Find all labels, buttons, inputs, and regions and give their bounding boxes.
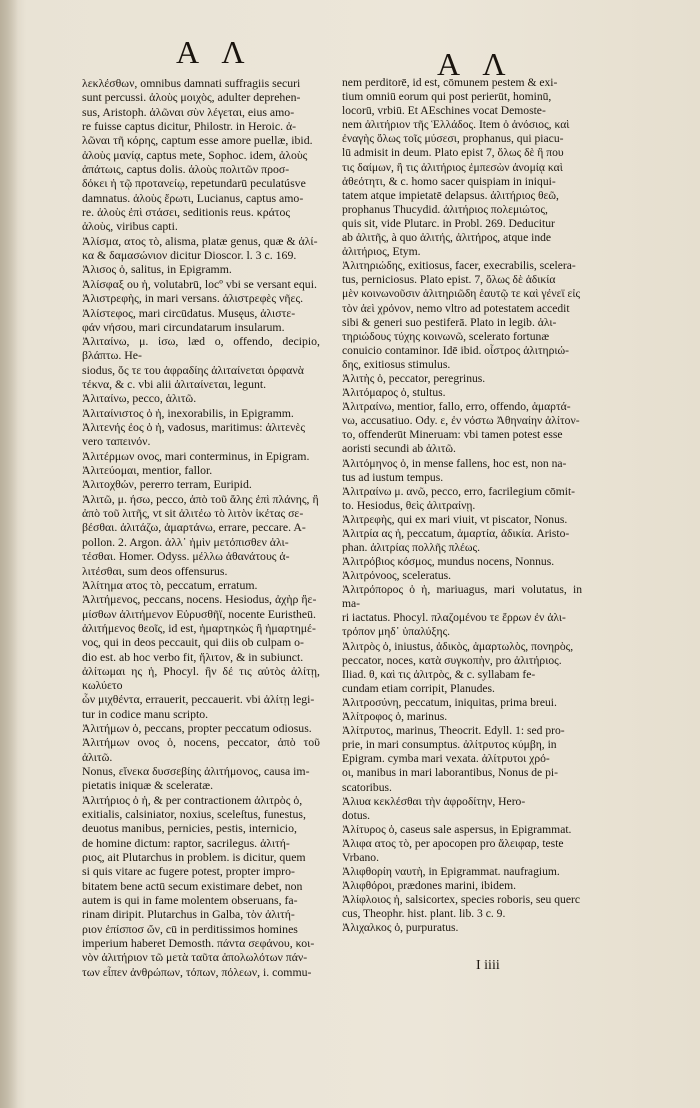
text-line: Iliad. θ, καὶ τις ἀλιτρὸς, & c. syllabam fe-	[342, 667, 536, 681]
text-line: λῶναι τῆ κόρης, captum esse amore puellæ, ibid.	[82, 133, 313, 148]
text-line: Ἀλιφθορίη ναυτὴ, in Epigrammat. naufragium.	[342, 865, 560, 879]
text-line: Ἀλιτήμων ὁ, peccans, propter peccatum odiosus.	[82, 721, 312, 736]
text-line: Ἀλιταίνιστος ὁ ἡ, inexorabilis, in Epigramm.	[82, 405, 294, 420]
text-line: νὸν ἀλιτήριον τῶ μετὰ ταῦτα ἀπολωλότων πάν-	[82, 950, 308, 965]
text-line: Ἀλιτοχθών, pererro terram, Euripid.	[82, 477, 252, 492]
text-line: Ἀλίσφαξ ου ἡ, volutabrū, locº vbi se versant equi.	[82, 276, 317, 291]
text-line: pollon. 2. Argon. ἀλλ᾽ ἡμὶν μετόπισθεν ἀλι-	[82, 534, 289, 549]
text-line: dotus.	[342, 808, 371, 822]
text-line: τέκνα, & c. vbi alii ἀλιταίνεται, legunt.	[82, 377, 267, 392]
text-line: Ἀλίφλοιος ἡ, salsicortex, species roboris, seu querc	[342, 893, 580, 907]
page-gutter-shadow	[0, 0, 18, 1108]
text-line: Epigram. cymba mari vexata. ἁλίτρυτοι χρό-	[342, 752, 550, 766]
text-line: Ἀλιτενής ἐος ὁ ἡ, vadosus, maritimus: ἀλιτενὲς	[82, 420, 306, 435]
text-line: prophanus Thucydid. ἀλιτήριος πολεμιώτος,	[342, 202, 548, 216]
text-line: ἀπάτωις, captus dolis. ἀλοὺς πολιτῶν προσ-	[82, 162, 290, 177]
text-line: Ἀλίτρυτος, marinus, Theocrit. Edyll. 1: sed pro-	[342, 724, 565, 738]
text-line: Ἀλιταίνω, pecco, ἀλιτῶ.	[82, 391, 197, 406]
text-line: Ἀλίτημα ατος τὸ, peccatum, erratum.	[82, 577, 258, 592]
text-line: tium omniū eorum qui post perierūt, hominū,	[342, 90, 552, 104]
text-line: μίσθων ἀλιτήμενον Εὐρυσθῆϊ, nocente Euristheū.	[82, 606, 317, 621]
text-line: Ἀλιχαλκος ὁ, purpuratus.	[342, 921, 459, 935]
text-line: Ἀλιτόμαρος ὁ, stultus.	[342, 386, 446, 400]
text-line: οι, manibus in mari laborantibus, Nonus de pi-	[342, 766, 558, 780]
text-line: Ἀλιτραίνω μ. ανῶ, pecco, erro, facrilegium cōmit-	[342, 484, 576, 498]
text-line: Ἀλιτρεφὴς, qui ex mari viuit, vt piscator, Nonus.	[342, 512, 568, 526]
text-line: βέσθαι. ἀλιτάζω, ἁμαρτάνω, errare, peccare. A-	[82, 520, 306, 535]
text-line: deuotus manibus, pernicies, pestis, internicio,	[82, 821, 297, 836]
text-line: Ἀλιτρόνοος, sceleratus.	[342, 569, 452, 583]
running-head-right: A Λ	[437, 46, 514, 82]
text-line: damnatus. ἀλοὺς ἔρωτι, Lucianus, captus amo-	[82, 190, 304, 205]
text-line: re. ἀλοὺς ἐπὶ στάσει, seditionis reus. κράτος	[82, 205, 291, 220]
text-line: pietatis iniquæ & sceleratæ.	[82, 778, 214, 793]
text-line: to. Hesiodus, θεὶς ἀλιτραίνῃ.	[342, 498, 476, 512]
text-line: Ἀλιστρεφὴς, in mari versans. ἀλιστρεφὲς νῆες.	[82, 291, 304, 306]
text-line: sibi & generi suo pestiferā. Plato in legib. ἀλι-	[342, 315, 557, 329]
text-line: vero ταπεινόν.	[82, 434, 151, 449]
text-line: tus, perniciosus. Plato epist. 7, ὅλως δὲ ἀδικία	[342, 273, 556, 287]
text-line: Ἀλιτήμων ονος ὁ, nocens, peccator, ἀπὸ τοῦ ἀλιτῶ.	[82, 735, 320, 764]
text-line: ἐναγὴς ὅλως τοῖς μύσεσι, prophanus, qui piacu-	[342, 132, 564, 146]
text-line: aoristi secundi ab ἀλιτῶ.	[342, 442, 456, 456]
text-line: prie, in mari consumptus. ἁλίτρυτος κύμβη, in	[342, 738, 557, 752]
text-line: lū admisit in deum. Plato epist 7, ὅλως δὲ ἢ που	[342, 146, 564, 160]
text-line: Ἀλιτῶ, μ. ήσω, pecco, ἀπὸ τοῦ ἄλης ἐπὶ πλάνης, ἢ	[82, 491, 319, 506]
text-line: re fuisse captus dicitur, Philostr. in Heroic. ἀ-	[82, 119, 297, 134]
text-line: τὸν ἀεὶ χρόνον, nemo vltro ad potestatem accedit	[342, 301, 570, 315]
text-line: ἀλοὺς, viribus capti.	[82, 219, 178, 234]
text-line: Ἀλιφθόροι, prædones marini, ibidem.	[342, 879, 517, 893]
text-line: ab ἀλιτῆς, à quo ἀλιτής, ἀλιτήρος, atque inde	[342, 231, 552, 245]
text-line: νω, accusatiuo. Ody. ε, ἐν νόστω Ἀθηναίην ἀλίτον-	[342, 414, 580, 428]
text-line: conuicio contaminor. Idē ibid. οἶστρος ἀλιτηριώ-	[342, 343, 570, 357]
text-line: Nonus, εἵνεκα δυσσεβίης ἀλιτήμονος, causa im-	[82, 763, 310, 778]
text-line: Ἀλιτέρμων ονος, mari conterminus, in Epigram.	[82, 448, 310, 463]
text-line: των εἶπεν ἀνθρώπων, τόπων, πόλεων, i. commu-	[82, 964, 312, 979]
left-column	[82, 76, 320, 1046]
text-line: autem is qui in fame molentem obseruans, fa-	[82, 893, 298, 908]
text-line: Ἀλιτρόπορος ὁ ἡ, mariuagus, mari volutatus, in ma-	[342, 583, 582, 611]
text-line: Ἀλιτραίνω, mentior, fallo, erro, offendo, ἁμαρτά-	[342, 400, 571, 414]
text-line: Ἀλιφα ατος τὸ, per apocopen pro ἄλειφαρ, teste	[342, 836, 564, 850]
text-line: tus ad iustum tempus.	[342, 470, 444, 484]
text-line: locorū, vrbiū. Et AEschines vocat Demoste-	[342, 104, 546, 118]
text-line: το, offenderūt Mineruam: vbi tamen potest esse	[342, 428, 563, 442]
text-line: δης, exitiosus stimulus.	[342, 357, 451, 371]
text-line: ἀλίτωμαι ης ἡ, Phocyl. ἢν δέ τις αὐτὸς ἀλίτῃ, κωλύετο	[82, 663, 320, 693]
text-line: tatem atque impietatē delapsus. ἀλιτήριος θεῶ,	[342, 188, 559, 202]
text-line: tur in codice manu scripto.	[82, 706, 209, 721]
text-line: Ἀλιτεύομαι, mentior, fallor.	[82, 463, 213, 478]
text-line: cundam etiam corripit, Planudes.	[342, 681, 495, 695]
text-line: quis sit, vide Plutarc. in Probl. 269. Deducitur	[342, 216, 555, 230]
text-line: Ἀλιτήριος ὁ ἡ, & per contractionem ἀλιτρὸς ὁ,	[82, 792, 303, 807]
text-line: λεκλέσθων, omnibus damnati suffragiis securi	[82, 76, 301, 90]
text-line: Ἀλιτρία ας ἡ, peccatum, ἁμαρτία, ἀδικία. Aristo-	[342, 527, 570, 540]
text-line: Ἀλιτρὸς ὁ, iniustus, ἀδικὸς, ἁμαρτωλὸς, πονηρὸς,	[342, 639, 574, 653]
text-line: nem ἀλιτήριον τῆς Ἑλλάδος. Item ὁ ἀνόσιος, καὶ	[342, 118, 570, 132]
text-line: νος, qui in deos peccauit, qui diis ob culpam o-	[82, 635, 304, 650]
text-line: exitialis, calsiniator, noxius, sceleſtus, funestus,	[82, 806, 306, 821]
text-line: siodus, ὅς τε του ἀφραδίης ἀλιταίνεται ὀρφανὰ	[82, 362, 304, 377]
text-line: Ἀλιτροσύνη, peccatum, iniquitas, prima breui.	[342, 695, 557, 709]
text-line: ἀπὸ τοῦ λιτῆς, vt sit ἀλιτέω τὸ λιτὸν ἱκέτας σε-	[82, 506, 304, 521]
text-line: ὧν μιχθέντα, errauerit, peccauerit. vbi ἀλίτῃ legi-	[82, 692, 315, 707]
text-line: τηριώδους τύχης κοινωνῶ, scelerato fortunæ	[342, 329, 550, 343]
running-head-left: A Λ	[176, 34, 253, 70]
text-line: nem perditorē, id est, cōmunem pestem & exi-	[342, 76, 558, 89]
text-line: Ἀλίσμα, ατος τὸ, alisma, platæ genus, quæ & ἀλί-	[82, 233, 318, 248]
signature-mark: I iiii	[476, 958, 500, 973]
text-line: Ἀλιταίνω, μ. ἰσω, læd o, offendo, decipio, βλάπτω. He-	[82, 334, 320, 363]
text-line: ριος, ait Plutarchus in problem. is dicitur, quem	[82, 850, 306, 864]
text-line: ριον ἐπίσποσ ὤν, cū in perditissimos homines	[82, 921, 298, 936]
text-line: sus, Aristoph. ἀλῶναι σὺν λέγεται, eius amo-	[82, 104, 295, 119]
text-line: de homine dictum: raptor, sacrilegus. ἀλιτή-	[82, 835, 290, 850]
text-line: τις δαίμων, ἢ τις ἀλιτήριος ἐμπεσὼν ἀνομίᾳ καὶ	[342, 160, 563, 174]
text-line: Ἀλίτυρος ὁ, caseus sale aspersus, in Epigrammat.	[342, 822, 572, 836]
text-line: δόκει ἡ τῷ προτανείῳ, repetundarū peculatúsve	[82, 176, 306, 191]
text-line: Ἀλιτρόβιος κόσμος, mundus nocens, Nonnus.	[342, 555, 555, 569]
text-line: bitatem bene actū secum existimare debet, non	[82, 878, 303, 893]
text-line: si quis vitare ac fugere potest, propter impro-	[82, 864, 295, 879]
right-column	[342, 76, 582, 976]
text-line: ἀλιτήριος, Etym.	[342, 245, 421, 259]
text-line: τρόπον μηδ᾽ ὑπαλύξης.	[342, 625, 451, 639]
text-line: Ἀλιυα κεκλέσθαι τὴν ἀφροδίτην, Hero-	[342, 794, 526, 808]
text-line: τέσθαι. Homer. Odyss. μέλλω ἀθανάτους ἀ-	[82, 549, 290, 564]
text-line: Vrbano.	[342, 850, 379, 864]
text-line: ἀλιτήμενος θεοῖς, id est, ἡμαρτηκὼς ἢ ἡμαρτημέ-	[82, 620, 316, 635]
text-line: imperium haberet Demosth. πάντα σεφάνου, κοι-	[82, 936, 315, 951]
text-line: φάν νήσου, mari circundatarum insularum.	[82, 319, 285, 334]
text-line: ri iactatus. Phocyl. πλαζομένου τε ἔρρων ἐν ἀλι-	[342, 611, 566, 625]
text-line: ἀθεότητι, & c. homo sacer quispiam in iniqui-	[342, 174, 556, 188]
text-line: λιτέσθαι, sum deos offensurus.	[82, 563, 228, 578]
text-line: μὲν κοινωνοῦσιν ἀλιτηριῶδη ἑαυτῷ τε καὶ γένεϊ εἰς	[342, 287, 581, 301]
text-line: ἀλοὺς μανίᾳ, captus mete, Sophoc. idem, ἀλοὺς	[82, 147, 308, 162]
text-line: Ἀλίστεφος, mari circūdatus. Musęus, ἀλιστε-	[82, 305, 296, 320]
text-line: Ἀλίτροφος ὁ, marinus.	[342, 710, 448, 724]
text-line: peccator, noces, κατὰ συγκοπὴν, pro ἀλιτήριος.	[342, 653, 562, 667]
text-line: scatoribus.	[342, 780, 392, 794]
text-line: dio est. ab hoc verbo fit, ἤλιτον, & in subiunct.	[82, 649, 304, 664]
text-line: Ἀλιτηριώδης, exitiosus, facer, execrabilis, scelera-	[342, 259, 576, 273]
text-line: sunt percussi. ἀλοὺς μοιχὸς, adulter deprehen-	[82, 90, 301, 105]
text-line: phan. ἀλιτρίας πολλῆς πλέως.	[342, 541, 481, 555]
text-line: κα & δαμασώνιον dicitur Dioscor. l. 3 c. 169.	[82, 248, 297, 263]
text-line: Ἀλιτὴς ὁ, peccator, peregrinus.	[342, 371, 486, 385]
text-line: Ἀλισος ὁ, salitus, in Epigramm.	[82, 262, 232, 277]
text-line: Ἀλιτήμενος, peccans, nocens. Hesiodus, ἀχὴρ ἢε-	[82, 592, 317, 607]
text-line: cus, Theophr. hist. plant. lib. 3 c. 9.	[342, 907, 506, 921]
text-line: rinam diripit. Plutarchus in Galba, τὸν ἀλιτή-	[82, 907, 295, 922]
text-line: Ἀλιτόμηνος ὁ, in mense fallens, hoc est, non na-	[342, 456, 567, 470]
